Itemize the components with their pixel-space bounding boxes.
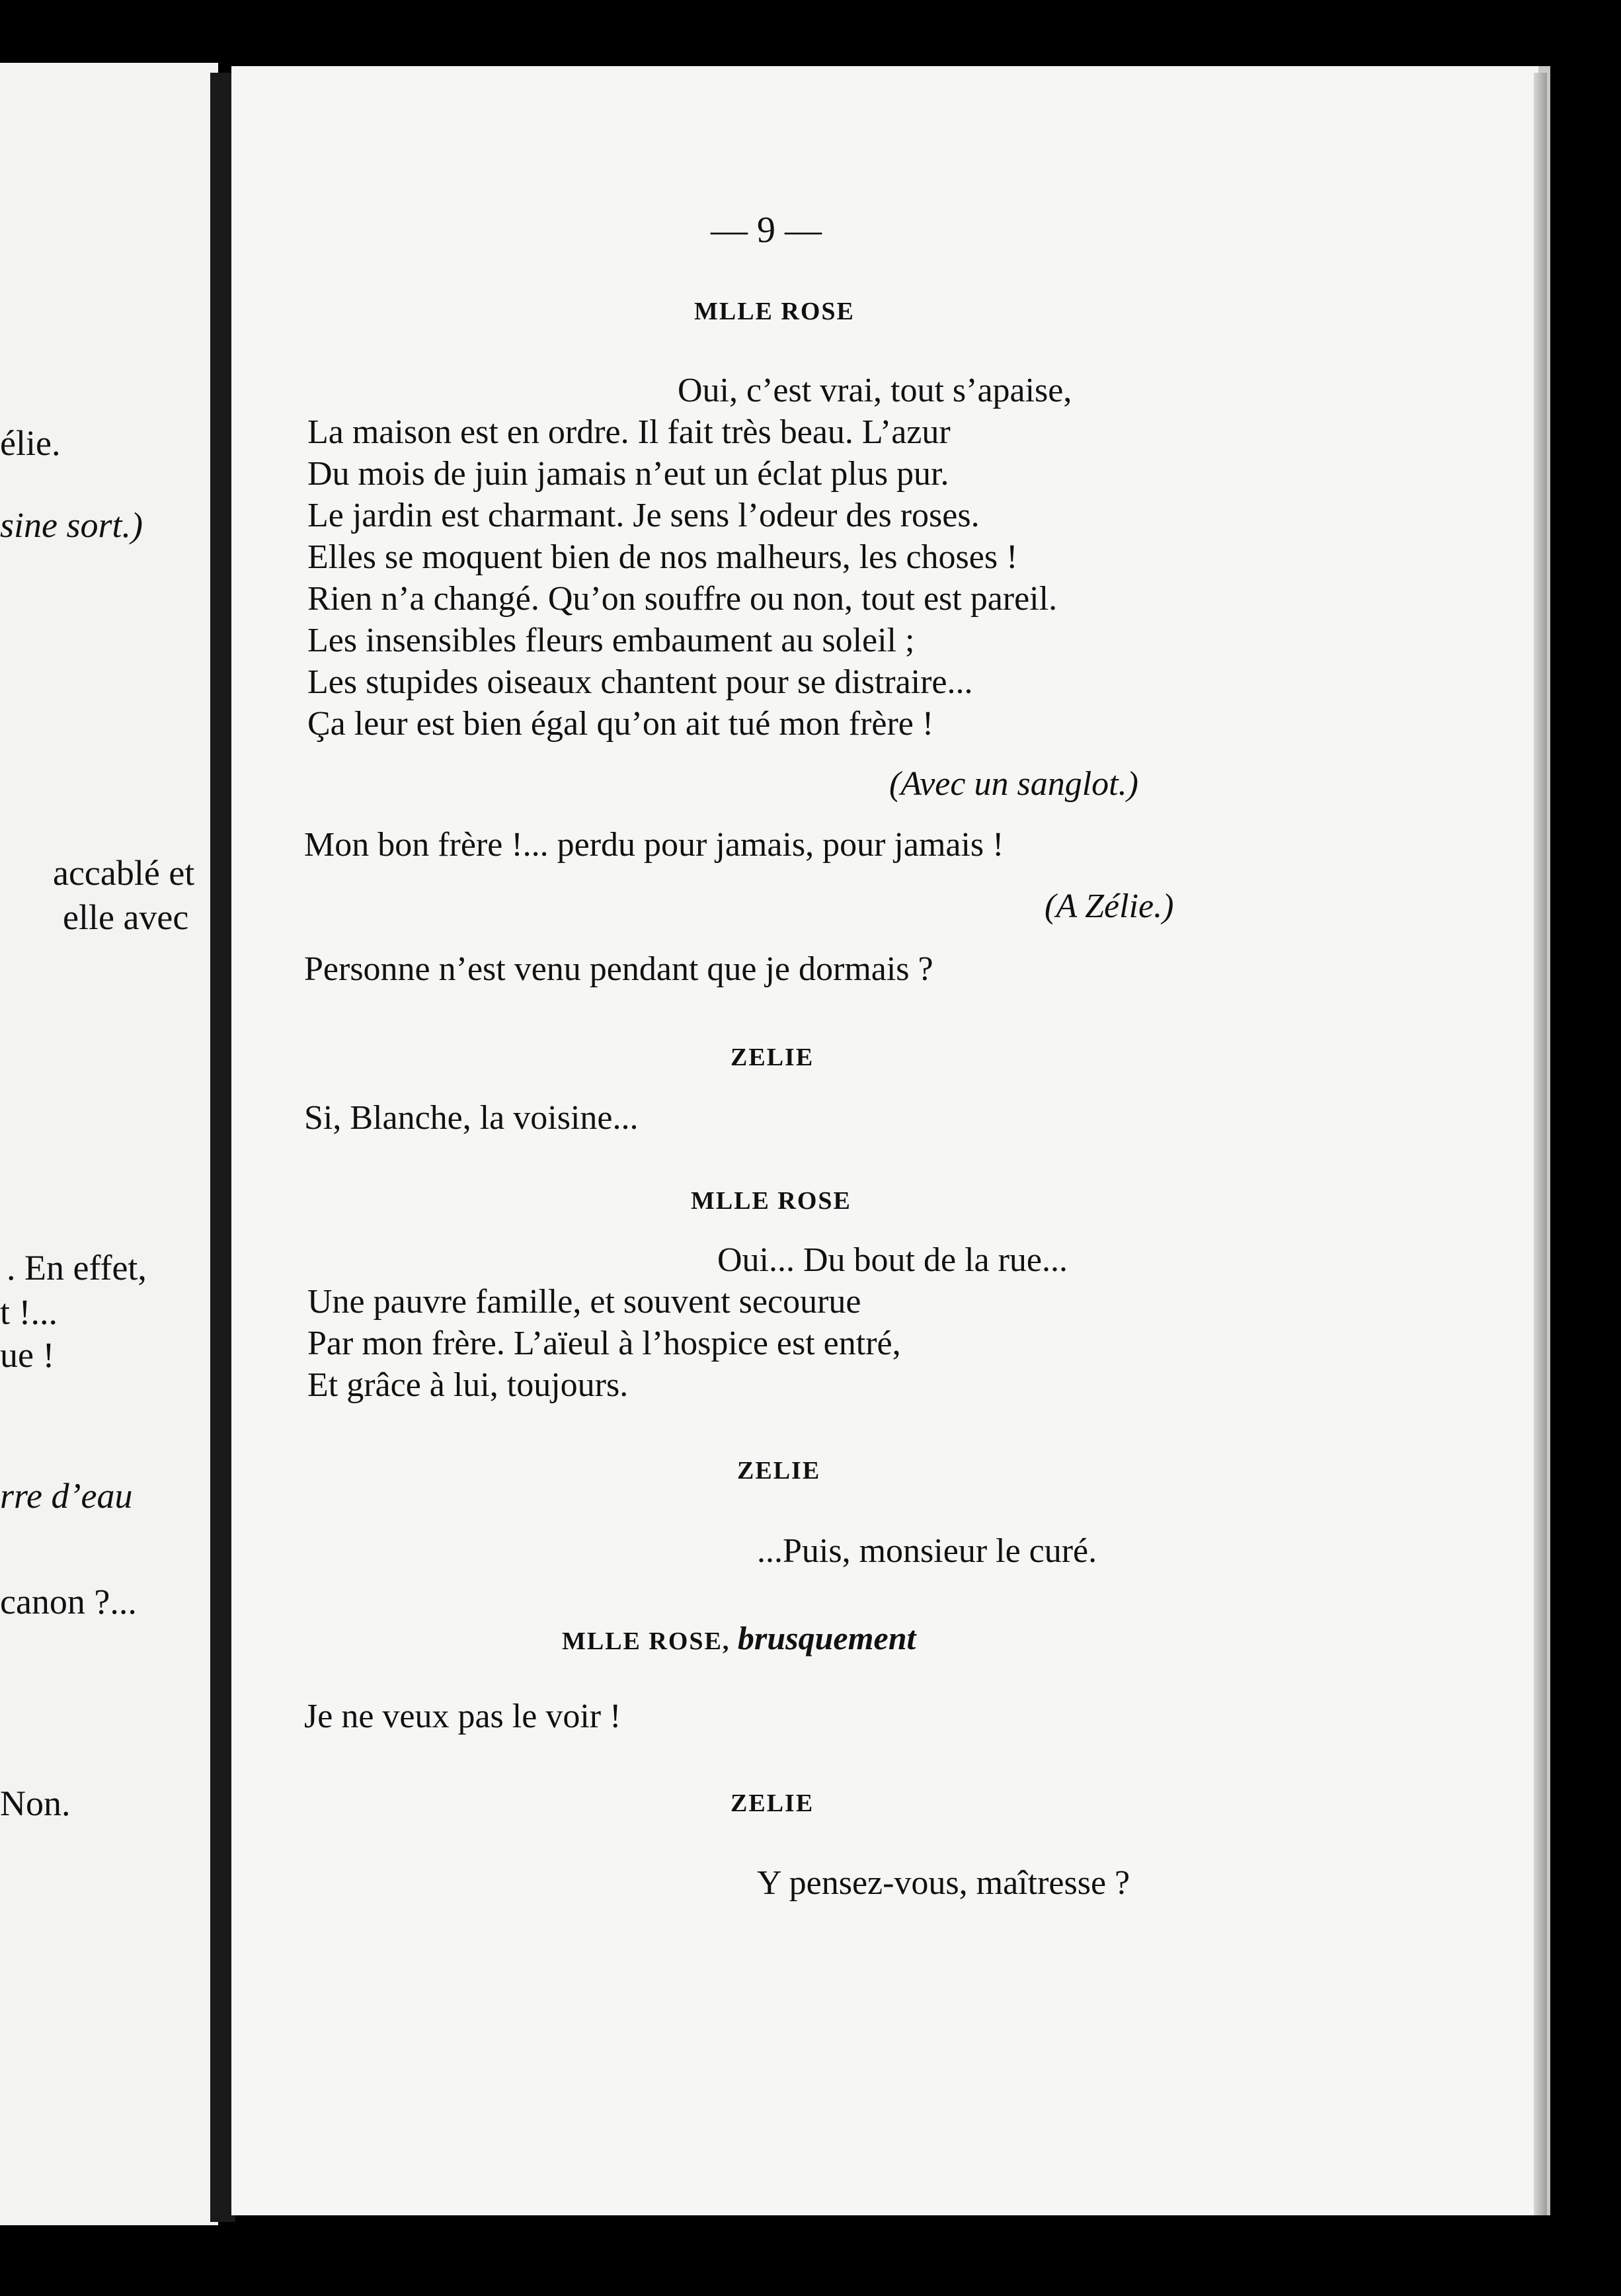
speaker-name: ZELIE [731, 1044, 814, 1071]
verse-line: Oui... Du bout de la rue... [717, 1241, 1068, 1279]
verse-line: Y pensez-vous, maîtresse ? [757, 1864, 1130, 1902]
speaker-name: ZELIE [731, 1789, 814, 1817]
left-page [0, 63, 218, 2225]
speaker-direction: brusquement [737, 1620, 916, 1657]
page-edge [1534, 73, 1547, 2215]
verse-line: Une pauvre famille, et souvent secourue [307, 1283, 861, 1321]
left-fragment: ue ! [0, 1335, 55, 1375]
verse-line: Elles se moquent bien de nos malheurs, les choses ! [307, 538, 1018, 576]
left-fragment: Non. [0, 1784, 71, 1823]
verse-line: Personne n’est venu pendant que je dormais ? [304, 950, 933, 988]
verse-line: Les insensibles fleurs embaument au soleil ; [307, 622, 915, 659]
left-fragment: accablé et [53, 853, 195, 893]
verse-line: Le jardin est charmant. Je sens l’odeur des roses. [307, 497, 980, 534]
left-fragment: élie. [0, 423, 61, 463]
left-fragment: rre d’eau [0, 1476, 133, 1516]
stage-direction: (A Zélie.) [1045, 887, 1174, 925]
left-fragment: t !... [0, 1292, 58, 1332]
page-number: — 9 — [711, 210, 822, 251]
verse-line: La maison est en ordre. Il fait très beau. L’azur [307, 413, 951, 451]
verse-line: Et grâce à lui, toujours. [307, 1366, 629, 1404]
stage-direction: (Avec un sanglot.) [889, 765, 1138, 803]
speaker-name: ZELIE [737, 1457, 821, 1485]
verse-line: Je ne veux pas le voir ! [304, 1698, 621, 1735]
verse-line: Les stupides oiseaux chantent pour se distraire... [307, 663, 973, 701]
verse-line: ...Puis, monsieur le curé. [757, 1532, 1097, 1570]
left-fragment: sine sort.) [0, 505, 143, 545]
verse-line: Rien n’a changé. Qu’on souffre ou non, tout est pareil. [307, 580, 1058, 618]
left-fragment: elle avec [63, 897, 189, 937]
verse-line: Par mon frère. L’aïeul à l’hospice est entré, [307, 1325, 901, 1362]
speaker-name-label: MLLE ROSE, [562, 1627, 731, 1655]
verse-line: Ça leur est bien égal qu’on ait tué mon frère ! [307, 705, 934, 743]
speaker-name: MLLE ROSE [691, 1187, 851, 1215]
left-fragment: . En effet, [7, 1248, 147, 1288]
speaker-name: MLLE ROSE [694, 298, 855, 325]
speaker-name [562, 1621, 916, 1655]
left-fragment: canon ?... [0, 1582, 137, 1621]
verse-line: Du mois de juin jamais n’eut un éclat plus pur. [307, 455, 949, 493]
verse-line: Oui, c’est vrai, tout s’apaise, [678, 372, 1072, 409]
verse-line: Mon bon frère !... perdu pour jamais, pour jamais ! [304, 826, 1004, 864]
verse-line: Si, Blanche, la voisine... [304, 1099, 639, 1137]
